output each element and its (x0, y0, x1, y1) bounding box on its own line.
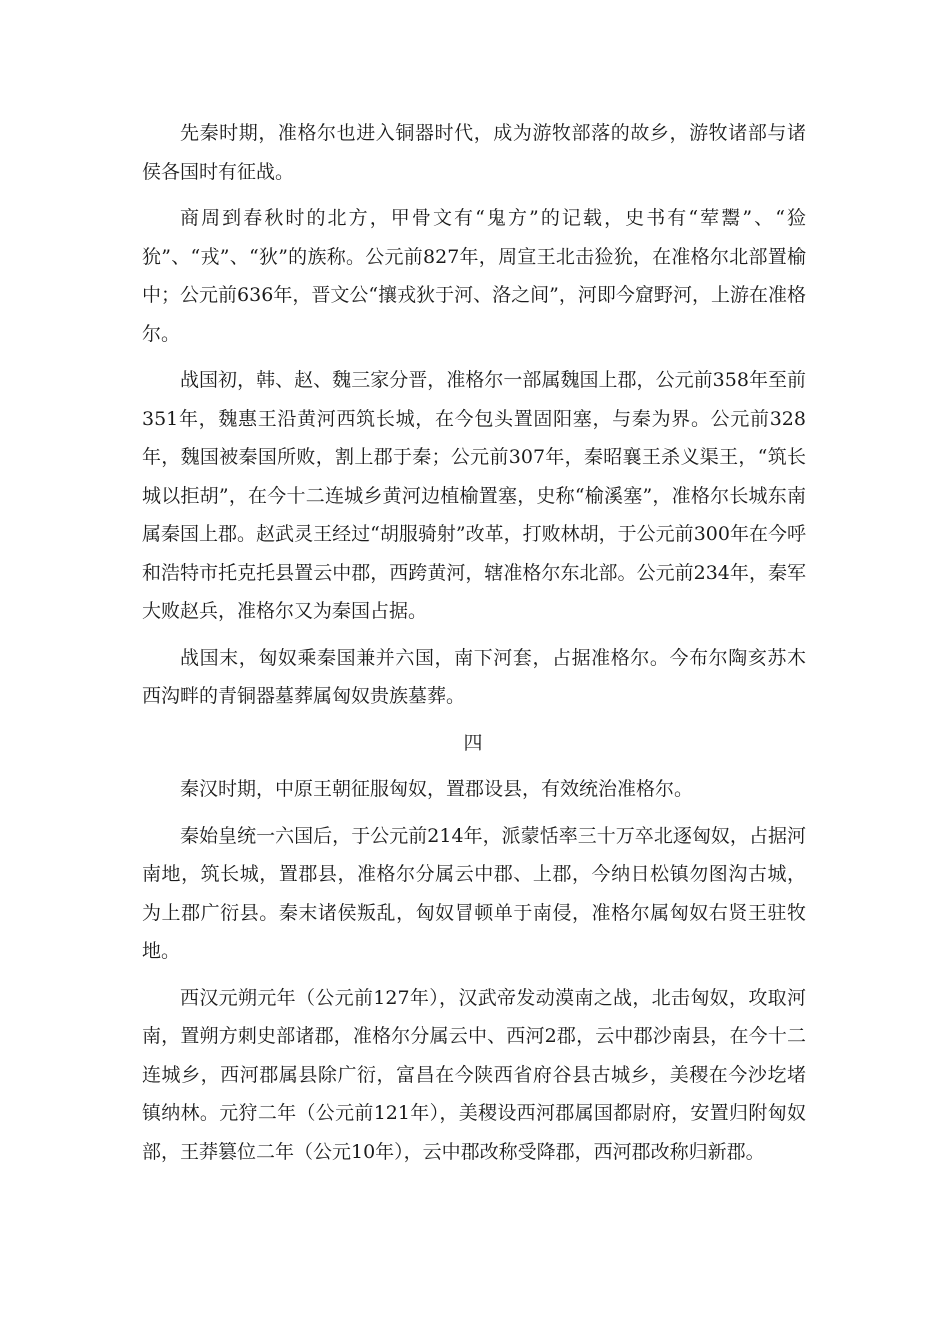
paragraph-pre-qin: 先秦时期，准格尔也进入铜器时代，成为游牧部落的故乡，游牧诸部与诸侯各国时有征战。 (142, 122, 806, 183)
paragraph-western-han: 西汉元朔元年（公元前127年），汉武帝发动漠南之战，北击匈奴，攻取河南，置朔方刺史部诸郡，准格尔分属云中、西河2郡，云中郡沙南县，在今十二连城乡，西河郡属县除广衍，富昌在今陕西省府谷县古城乡，美稷在今沙圪堵镇纳林。元狩二年（公元前121年），美稷设西河郡属国都尉府，安置归附匈奴部，王莽篡位二年（公元10年），云中郡改称受降郡，西河郡改称归新郡。 (142, 986, 806, 1163)
section-heading: 四 (463, 731, 485, 754)
paragraph-qin-shihuang: 秦始皇统一六国后，于公元前214年，派蒙恬率三十万卒北逐匈奴，占据河南地，筑长城，置郡县，准格尔分属云中郡、上郡，今纳日松镇勿图沟古城，为上郡广衍县。秦末诸侯叛乱，匈奴冒顿单于南侵，准格尔属匈奴右贤王驻牧地。 (142, 824, 806, 962)
document-body (142, 114, 806, 1179)
paragraph-warring-states-late: 战国末，匈奴乘秦国兼并六国，南下河套，占据准格尔。今布尔陶亥苏木西沟畔的青铜器墓葬属匈奴贵族墓葬。 (142, 646, 806, 707)
paragraph-qin-han-intro: 秦汉时期，中原王朝征服匈奴，置郡设县，有效统治准格尔。 (180, 778, 694, 800)
paragraph-shang-zhou: 商周到春秋时的北方，甲骨文有“鬼方”的记载，史书有“荤鬻”、“猃狁”、“戎”、“狄”的族称。公元前827年，周宣王北击猃狁，在准格尔北部置榆中；公元前636年，晋文公“攘戎狄于河、洛之间”，河即今窟野河，上游在准格尔。 (142, 207, 806, 345)
paragraph-warring-states-early: 战国初，韩、赵、魏三家分晋，准格尔一部属魏国上郡，公元前358年至前351年，魏惠王沿黄河西筑长城，在今包头置固阳塞，与秦为界。公元前328年，魏国被秦国所败，割上郡于秦；公元前307年，秦昭襄王杀义渠王，“筑长城以拒胡”，在今十二连城乡黄河边植榆置塞，史称“榆溪塞”，准格尔长城东南属秦国上郡。赵武灵王经过“胡服骑射”改革，打败林胡，于公元前300年在今呼和浩特市托克托县置云中郡，西跨黄河，辖准格尔东北部。公元前234年，秦军大败赵兵，准格尔又为秦国占据。 (142, 369, 806, 622)
